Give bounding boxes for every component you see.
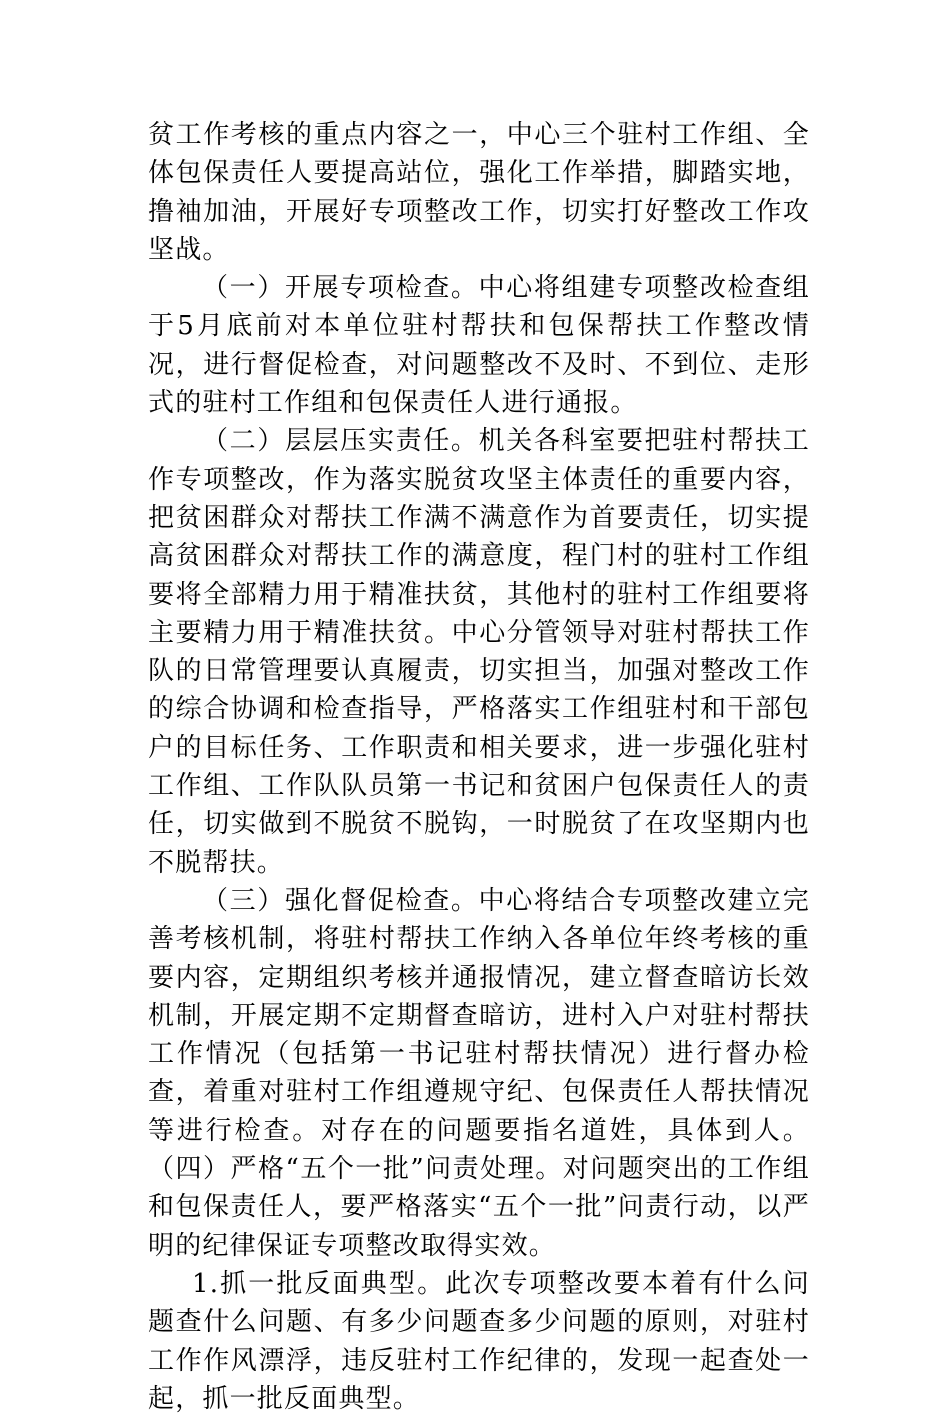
paragraph-section-1: （一）开展专项检查。中心将组建专项整改检查组于5月底前对本单位驻村帮扶和包保帮扶工作整改情况，进行督促检查，对问题整改不及时、不到位、走形式的驻村工作组和包保责任人进行通报。 xyxy=(148,273,810,419)
document-body xyxy=(148,116,810,1418)
paragraph-item-1: 1.抓一批反面典型。此次专项整改要本着有什么问题查什么问题、有多少问题查多少问题的原则，对驻村工作作风漂浮，违反驻村工作纪律的，发现一起查处一起，抓一批反面典型。 xyxy=(148,1268,810,1414)
paragraph-section-2: （二）层层压实责任。机关各科室要把驻村帮扶工作专项整改，作为落实脱贫攻坚主体责任的重要内容，把贫困群众对帮扶工作满不满意作为首要责任，切实提高贫困群众对帮扶工作的满意度，程门村的驻村工作组要将全部精力用于精准扶贫，其他村的驻村工作组要将主要精力用于精准扶贫。中心分管领导对驻村帮扶工作队的日常管理要认真履责，切实担当，加强对整改工作的综合协调和检查指导，严格落实工作组驻村和干部包户的目标任务、工作职责和相关要求，进一步强化驻村工作组、工作队队员第一书记和贫困户包保责任人的责任，切实做到不脱贫不脱钩，一时脱贫了在攻坚期内也不脱帮扶。 xyxy=(148,426,810,878)
paragraph-section-3: （三）强化督促检查。中心将结合专项整改建立完善考核机制，将驻村帮扶工作纳入各单位年终考核的重要内容，定期组织考核并通报情况，建立督查暗访长效机制，开展定期不定期督查暗访，进村入户对驻村帮扶工作情况（包括第一书记驻村帮扶情况）进行督办检查，着重对驻村工作组遵规守纪、包保责任人帮扶情况等进行检查。对存在的问题要指名道姓，具体到人。（四）严格“五个一批”问责处理。对问题突出的工作组和包保责任人，要严格落实“五个一批”问责行动，以严明的纪律保证专项整改取得实效。 xyxy=(148,885,810,1261)
paragraph-continuation: 贫工作考核的重点内容之一，中心三个驻村工作组、全体包保责任人要提高站位，强化工作举措，脚踏实地，撸袖加油，开展好专项整改工作，切实打好整改工作攻坚战。 xyxy=(148,120,810,265)
